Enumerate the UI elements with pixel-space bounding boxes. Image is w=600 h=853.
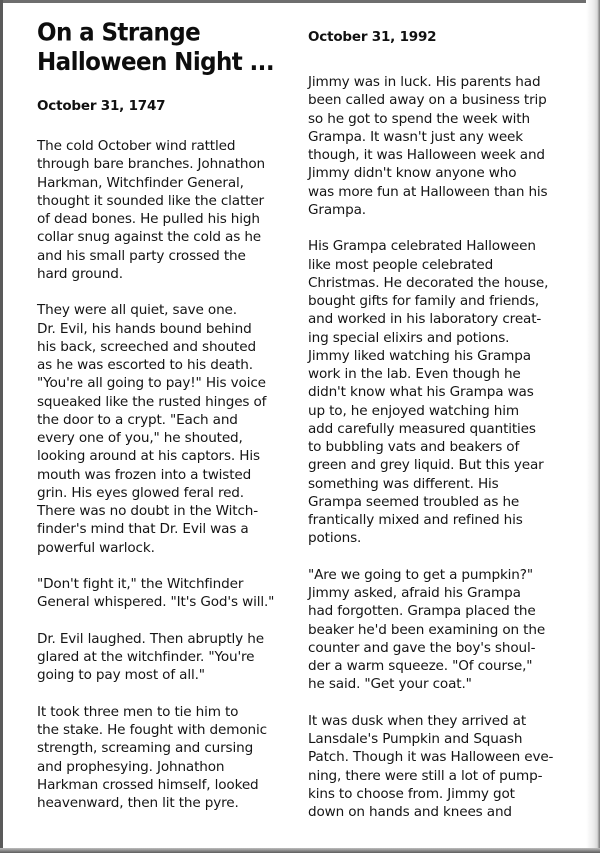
paragraph: The cold October wind rattled through bare branches. Johnathon Harkman, Witchfinder General, thought it sounded like the clatter of dead bones. He pulled his high collar snug against the cold as he and his small party crossed the hard ground.	[37, 138, 265, 282]
paragraph: It was dusk when they arrived at Lansdale's Pumpkin and Squash Patch. Though it was Halloween eve- ning, there were still a lot of pump- kins to choose from. Jimmy got down on hands and knees and	[308, 712, 554, 820]
page-border-bottom	[0, 848, 600, 853]
story-title: On a Strange Halloween Night ...	[37, 19, 274, 77]
paragraph: They were all quiet, save one. Dr. Evil, his hands bound behind his back, screeched and shouted as he was escorted to his death. "You're all going to pay!" His voice squeaked like the rusted hinges of the door to a crypt. "Each and every one of you," he shouted, looking around at his captors. His mouth was frozen into a twisted grin. His eyes glowed feral red. There was no doubt in the Witch- finder's mind that Dr. Evil was a powerful warlock.	[37, 302, 267, 556]
paragraph: "Don't fight it," the Witchfinder General whispered. "It's God's will."	[37, 576, 275, 611]
paragraph: Dr. Evil laughed. Then abruptly he glared at the witchfinder. "You're going to pay most of all."	[37, 630, 264, 684]
paragraph: It took three men to tie him to the stake. He fought with demonic strength, screaming and cursing and prophesying. Johnathon Harkman crossed himself, looked heavenward, then lit the pyre.	[37, 703, 267, 811]
paragraph: "Are we going to get a pumpkin?" Jimmy asked, afraid his Grampa had forgotten. Grampa placed the beaker he'd been examining on the counter and gave the boy's shoul- der a warm squeeze. "Of course," he said. "Get your coat."	[308, 566, 546, 693]
paragraph: Jimmy was in luck. His parents had been called away on a business trip so he got to spend the week with Grampa. It wasn't just any week though, it was Halloween week and Jimmy didn't know anyone who was more fun at Halloween than his Grampa.	[308, 74, 548, 218]
page-border-top	[0, 0, 600, 3]
paragraph: His Grampa celebrated Halloween like most people celebrated Christmas. He decorated the house, bought gifts for family and friends, and worked in his laboratory creat- ing special elixirs and potions. Jimmy liked watching his Grampa work in the lab. Even though he didn't know what his Grampa was up to, he enjoyed watching him add carefully measured quantities to bubbling vats and beakers of green and grey liquid. But this year something was different. His Grampa seemed troubled as he frantically mixed and refined his potions.	[308, 238, 549, 547]
section-date-1992: October 31, 1992	[308, 29, 437, 45]
section-date-1747: October 31, 1747	[37, 98, 166, 114]
section-body-1992	[308, 73, 593, 840]
page-border-left	[0, 0, 3, 853]
section-body-1747	[37, 137, 299, 831]
